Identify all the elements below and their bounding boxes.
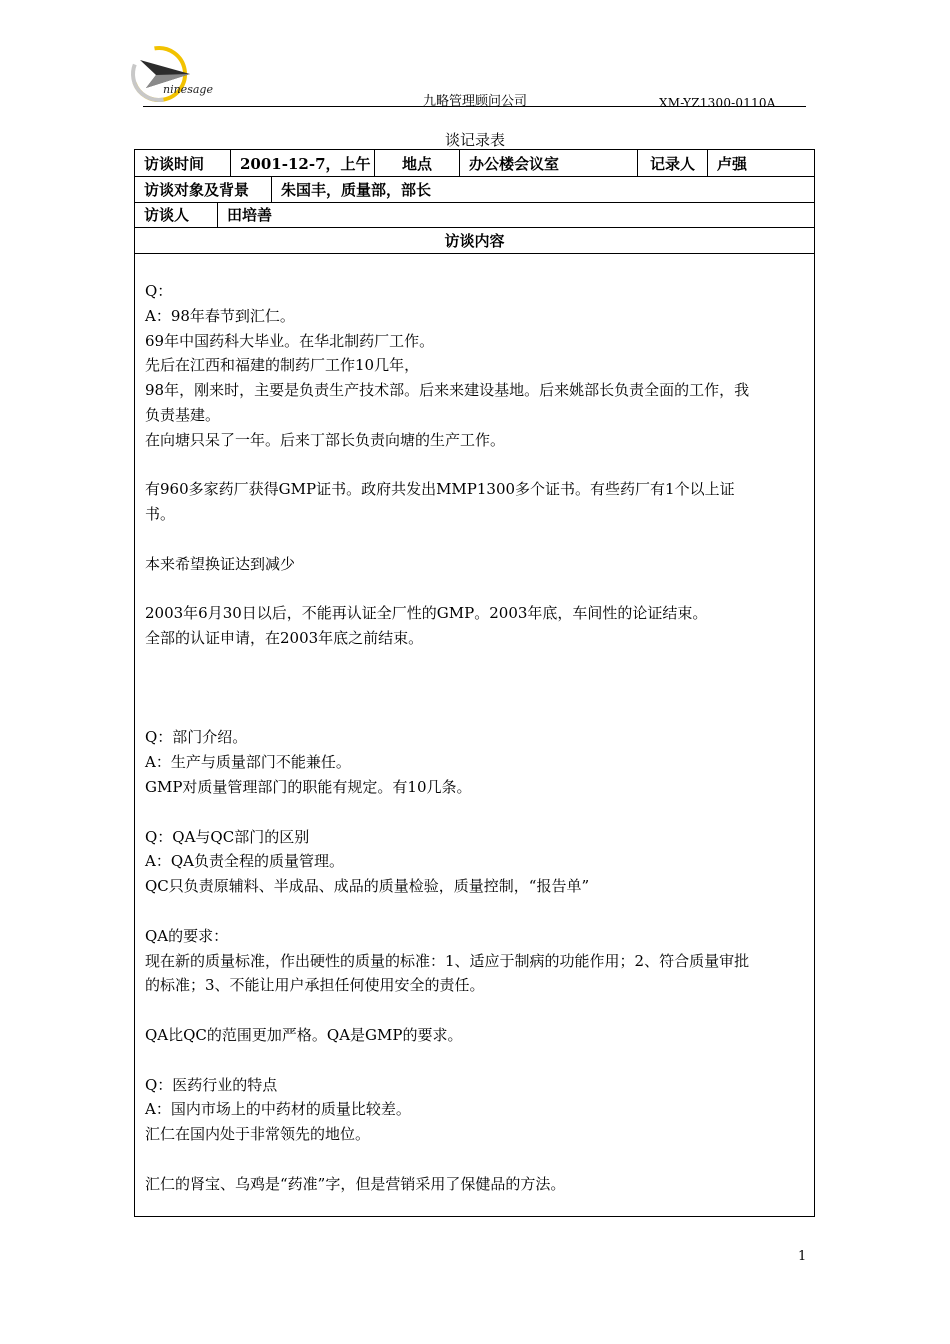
interview-content xyxy=(145,279,804,1196)
time-label: 访谈时间 xyxy=(144,154,205,173)
content-line xyxy=(145,651,804,676)
content-line xyxy=(145,676,804,701)
content-line: 有960多家药厂获得GMP证书。政府共发出MMP1300多个证书。有些药厂有1个以上证 xyxy=(145,480,735,499)
content-line xyxy=(145,899,804,924)
svg-text:ninesage: ninesage xyxy=(163,83,213,96)
interview-record-table xyxy=(134,149,815,1217)
content-line: A：98年春节到汇仁。 xyxy=(145,306,295,325)
content-line: 69年中国药科大毕业。在华北制药厂工作。 xyxy=(145,331,435,350)
content-line: 98年，刚来时，主要是负责生产技术部。后来来建设基地。后来姚部长负责全面的工作，我 xyxy=(145,381,750,400)
content-line: A：QA负责全程的质量管理。 xyxy=(145,852,344,871)
content-line xyxy=(145,998,804,1023)
content-line: 负责基建。 xyxy=(145,405,221,424)
content-header: 访谈内容 xyxy=(444,231,505,250)
time-value: 2001-12-7，上午 xyxy=(230,150,374,176)
form-title: 谈记录表 xyxy=(444,131,505,149)
content-line xyxy=(145,1147,804,1172)
content-line xyxy=(145,800,804,825)
content-line: A：生产与质量部门不能兼任。 xyxy=(145,753,351,772)
table-row-subject xyxy=(135,176,814,203)
content-line: Q：QA与QC部门的区别 xyxy=(145,827,310,846)
content-line: QA的要求： xyxy=(145,926,229,945)
content-line: Q： xyxy=(145,282,173,300)
recorder-label: 记录人 xyxy=(637,150,707,176)
content-line: 本来希望换证达到减少 xyxy=(145,554,296,573)
subject-value: 朱国丰，质量部，部长 xyxy=(271,176,814,202)
content-line xyxy=(145,453,804,478)
content-line: 汇仁在国内处于非常领先的地位。 xyxy=(145,1125,371,1144)
content-line: 书。 xyxy=(145,505,176,524)
document-number: XM-YZ1300-0110A xyxy=(659,96,776,110)
content-line: GMP对质量管理部门的职能有规定。有10几条。 xyxy=(145,777,472,796)
subject-label: 访谈对象及背景 xyxy=(144,180,250,199)
place-label: 地点 xyxy=(374,150,459,176)
content-line xyxy=(145,577,804,602)
table-row-time xyxy=(135,150,814,177)
content-line xyxy=(145,701,804,726)
content-line: 现在新的质量标准，作出硬性的质量的标准：1、适应于制病的功能作用；2、符合质量审批 xyxy=(145,951,750,970)
content-line: A：国内市场上的中药材的质量比较差。 xyxy=(145,1100,411,1119)
content-line: Q：医药行业的特点 xyxy=(145,1075,278,1094)
content-line: Q：部门介绍。 xyxy=(145,728,248,747)
content-line: 汇仁的肾宝、乌鸡是“药准”字，但是营销采用了保健品的方法。 xyxy=(145,1174,566,1193)
content-line: QC只负责原辅料、半成品、成品的质量检验，质量控制，“报告单” xyxy=(145,877,590,896)
content-line: 在向塘只呆了一年。后来丁部长负责向塘的生产工作。 xyxy=(145,430,506,449)
table-row-content-header xyxy=(135,227,814,254)
content-line: 2003年6月30日以后，不能再认证全厂性的GMP。2003年底，车间性的论证结束。 xyxy=(145,604,708,623)
content-line xyxy=(145,1048,804,1073)
content-line: 全部的认证申请，在2003年底之前结束。 xyxy=(145,629,424,648)
page-number: 1 xyxy=(798,1249,807,1264)
content-line: 先后在江西和福建的制药厂工作10几年， xyxy=(145,356,420,375)
content-line: QA比QC的范围更加严格。QA是GMP的要求。 xyxy=(145,1025,463,1044)
content-line xyxy=(145,527,804,552)
recorder-value: 卢强 xyxy=(707,150,814,176)
place-value: 办公楼会议室 xyxy=(459,150,637,176)
interviewer-label: 访谈人 xyxy=(144,206,190,224)
company-name: 九略管理顾问公司 xyxy=(422,94,527,109)
header-divider xyxy=(143,106,806,107)
table-row-interviewer xyxy=(135,202,814,228)
interviewer-value: 田培善 xyxy=(217,202,814,227)
content-line: 的标准；3、不能让用户承担任何使用安全的责任。 xyxy=(145,976,485,995)
